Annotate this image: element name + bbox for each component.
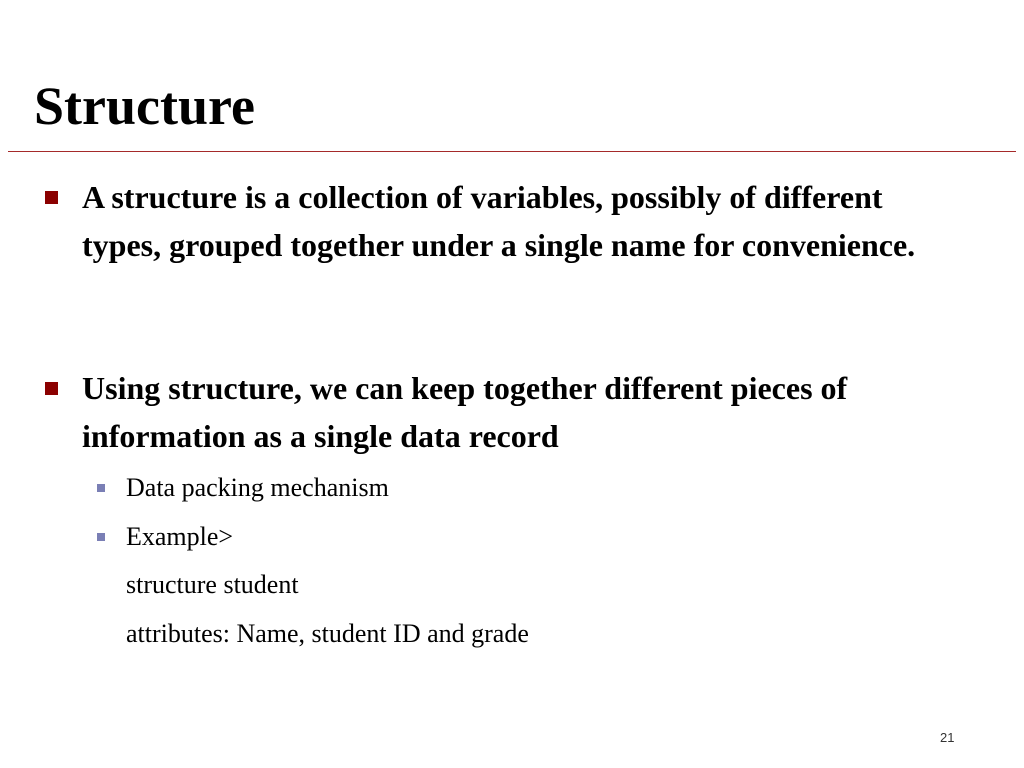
bullet-square-icon: [45, 191, 58, 204]
title-divider: [8, 151, 1016, 152]
page-number: 21: [940, 730, 955, 745]
sub-bullet-square-icon: [97, 484, 105, 492]
bullet-square-icon: [45, 382, 58, 395]
example-line: attributes: Name, student ID and grade: [126, 619, 529, 648]
bullet-item: Using structure, we can keep together different pieces of information as a single data record: [82, 370, 848, 454]
sub-bullet-item: Example>: [126, 522, 234, 551]
bullet-item: A structure is a collection of variables, possibly of different types, grouped together under a single name for convenience.: [82, 179, 916, 263]
example-line: structure student: [126, 570, 299, 599]
slide-title: Structure: [34, 76, 255, 136]
sub-bullet-square-icon: [97, 533, 105, 541]
sub-bullet-item: Data packing mechanism: [126, 473, 389, 502]
